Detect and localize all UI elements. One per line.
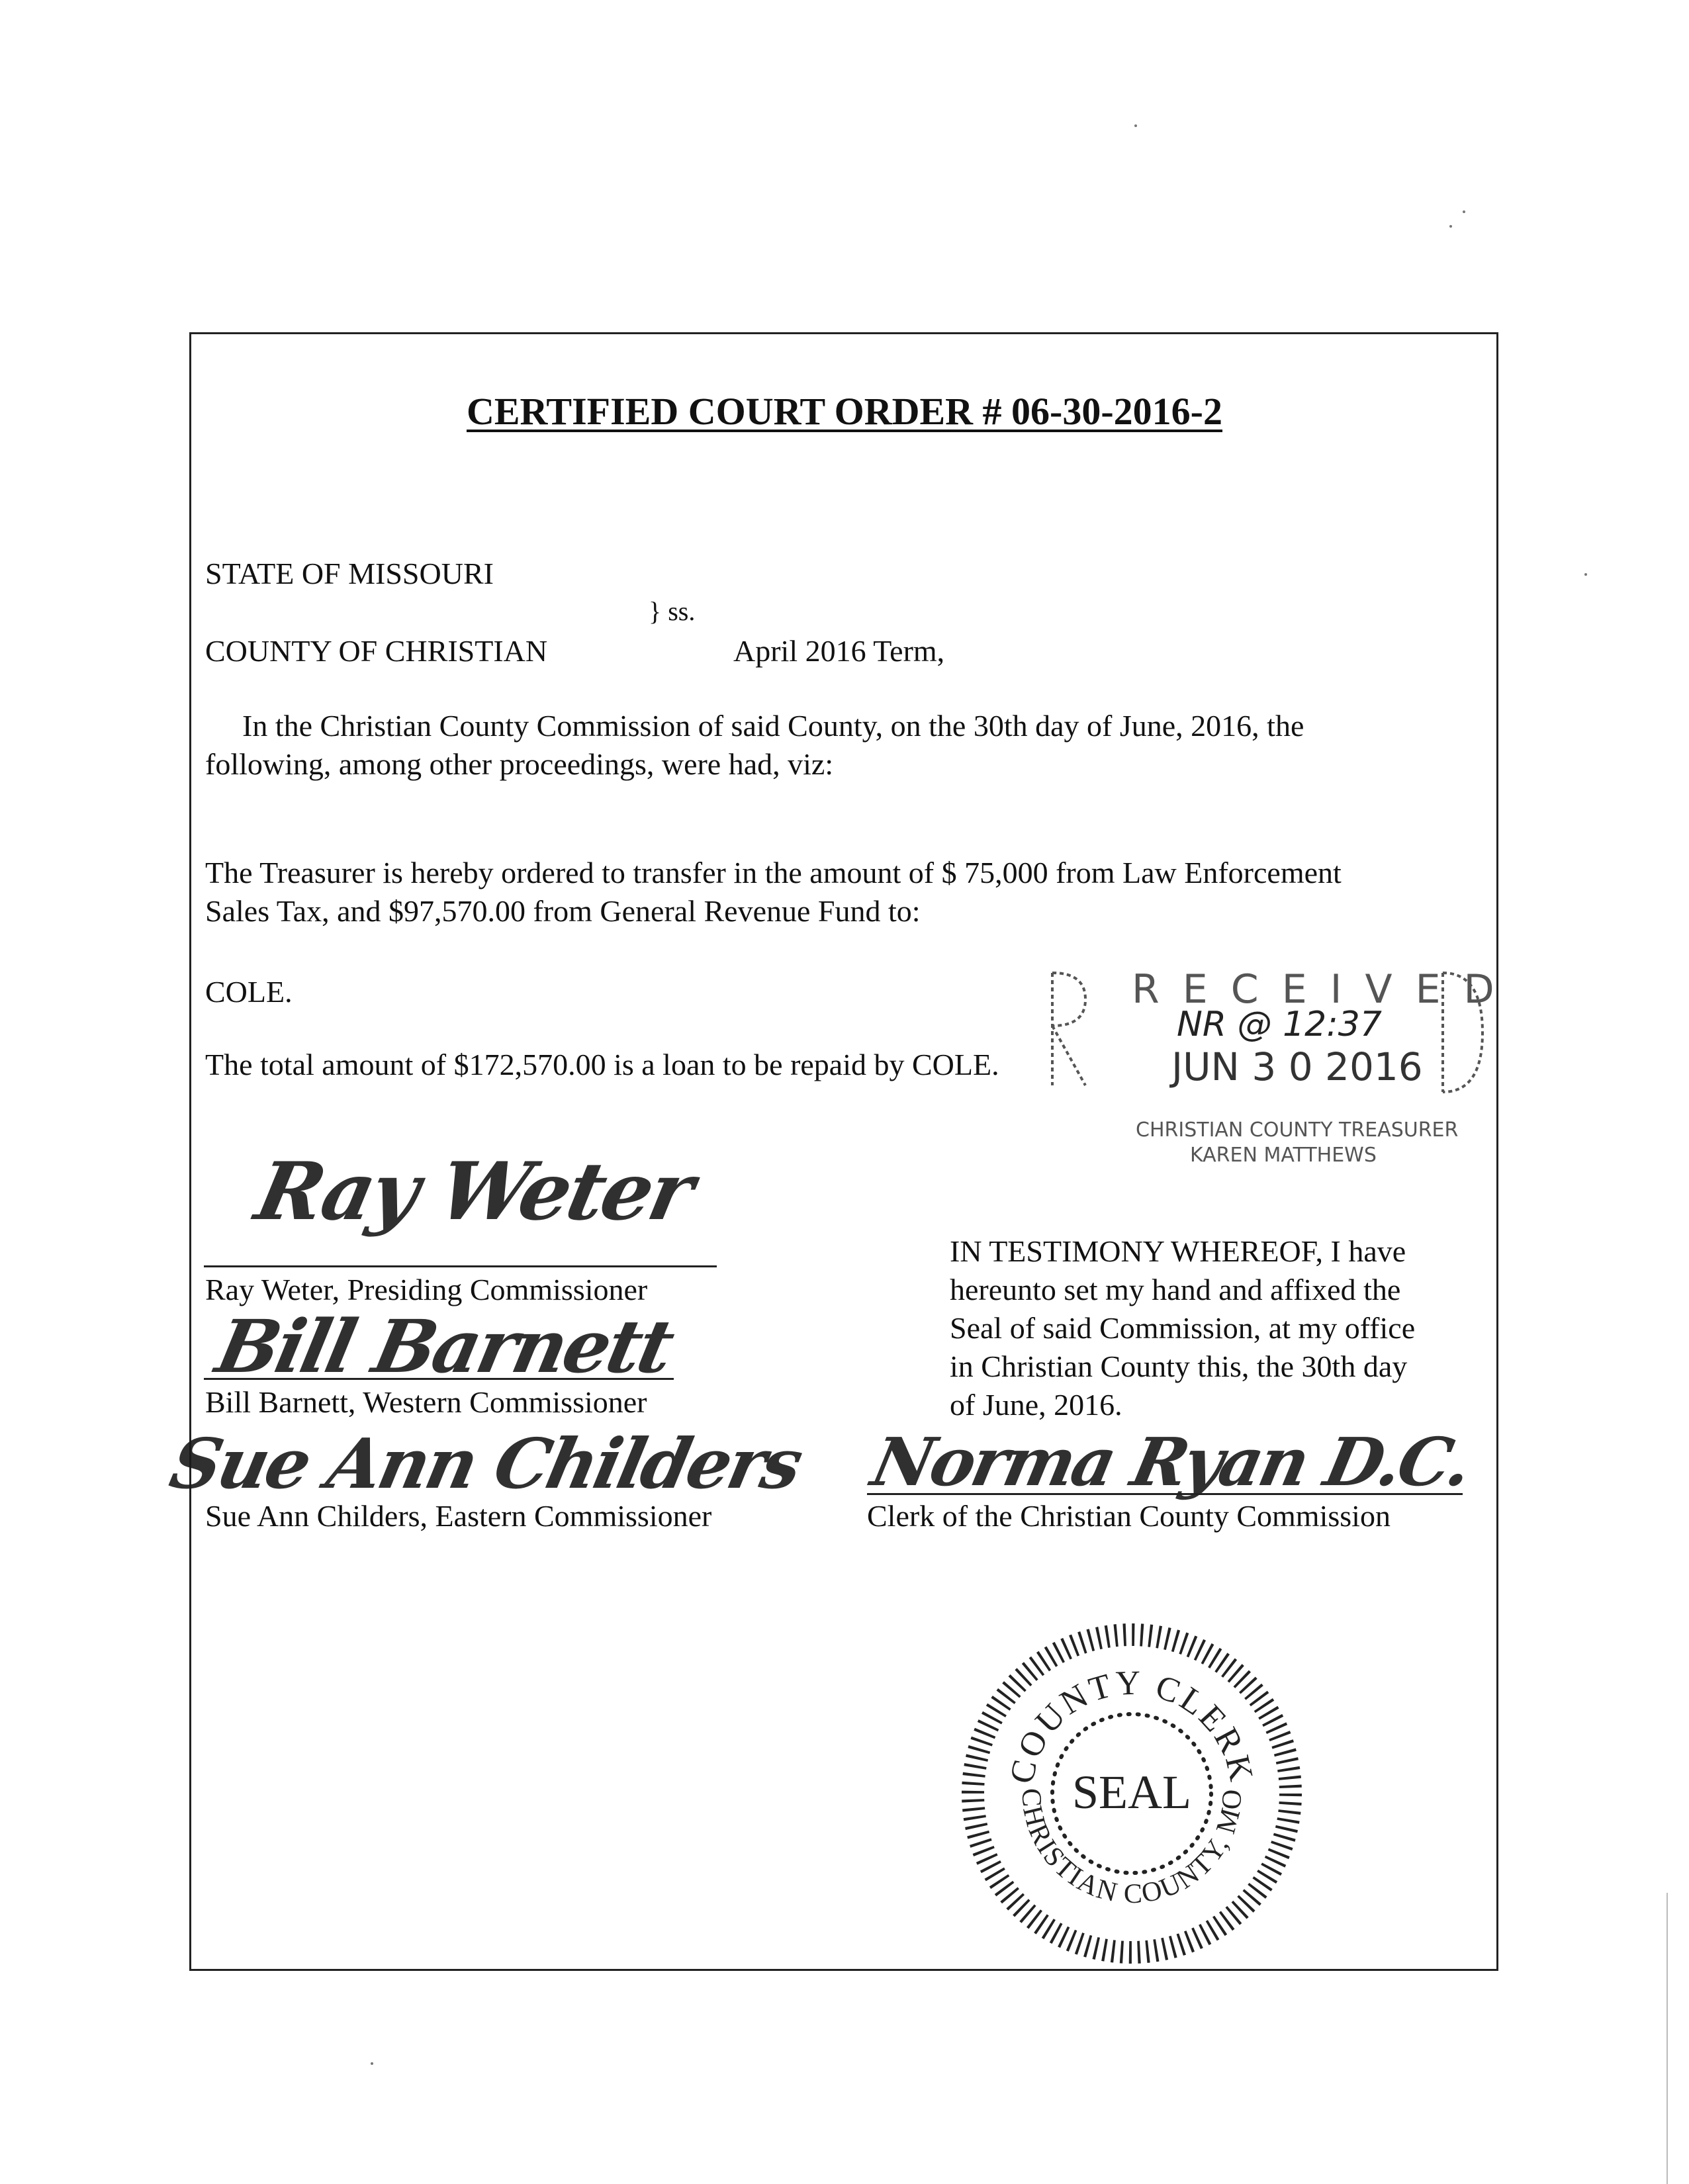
signature-line-bill: [204, 1378, 674, 1380]
received-date: JUN 3 0 2016: [1171, 1044, 1423, 1089]
seal-graphic: [960, 1621, 1304, 1966]
received-word: R E C E I V E D: [1132, 966, 1500, 1013]
signature-line-ray: [204, 1265, 717, 1267]
received-office: CHRISTIAN COUNTY TREASURER: [1136, 1118, 1459, 1142]
signature-ray-weter: Ray Weter: [248, 1145, 700, 1238]
signature-clerk: Norma Ryan D.C.: [865, 1423, 1477, 1501]
caption-bill: Bill Barnett, Western Commissioner: [205, 1385, 647, 1419]
seal-bottom-text: CHRISTIAN COUNTY, MO: [1015, 1787, 1248, 1910]
seal-top-text: COUNTY CLERK: [1003, 1664, 1261, 1788]
recipient: COLE.: [205, 975, 293, 1009]
intro-line-1: In the Christian County Commission of said County, on the 30th day of June, 2016, the: [242, 709, 1304, 743]
testimony-line-3: Seal of said Commission, at my office: [950, 1311, 1416, 1345]
venue-term: April 2016 Term,: [733, 634, 945, 668]
signature-sue-ann-childers: Sue Ann Childers: [163, 1423, 807, 1504]
testimony-line-5: of June, 2016.: [950, 1388, 1122, 1422]
caption-sue: Sue Ann Childers, Eastern Commissioner: [205, 1499, 712, 1533]
scan-speck: [1584, 573, 1587, 576]
testimony-line-4: in Christian County this, the 30th day: [950, 1349, 1408, 1383]
order-line-2: Sales Tax, and $97,570.00 from General Revenue Fund to:: [205, 894, 921, 928]
received-name: KAREN MATTHEWS: [1190, 1144, 1377, 1167]
document-title: CERTIFIED COURT ORDER # 06-30-2016-2: [466, 390, 1223, 433]
scan-speck: [1463, 210, 1465, 213]
intro-line-2: following, among other proceedings, were had, viz:: [205, 747, 834, 781]
seal-center-text: SEAL: [1072, 1766, 1191, 1819]
signature-line-clerk: [867, 1493, 1463, 1495]
venue-ss: } ss.: [649, 596, 696, 626]
scan-speck: [371, 2062, 373, 2065]
order-line-1: The Treasurer is hereby ordered to transfer in the amount of $ 75,000 from Law Enforcement: [205, 856, 1342, 889]
testimony-line-1: IN TESTIMONY WHEREOF, I have: [950, 1234, 1406, 1268]
venue-county: COUNTY OF CHRISTIAN: [205, 634, 548, 668]
scan-speck: [1134, 124, 1137, 127]
signature-bill-barnett: Bill Barnett: [209, 1304, 680, 1389]
testimony-line-2: hereunto set my hand and affixed the: [950, 1273, 1401, 1306]
caption-ray: Ray Weter, Presiding Commissioner: [205, 1273, 648, 1306]
caption-clerk: Clerk of the Christian County Commission: [867, 1499, 1391, 1533]
scan-speck: [1449, 225, 1452, 228]
scan-edge-line: [1666, 1893, 1668, 2184]
total-line: The total amount of $172,570.00 is a loan to be repaid by COLE.: [205, 1048, 999, 1081]
received-handwritten-time: NR @ 12:37: [1177, 1005, 1382, 1044]
venue-state: STATE OF MISSOURI: [205, 557, 494, 590]
